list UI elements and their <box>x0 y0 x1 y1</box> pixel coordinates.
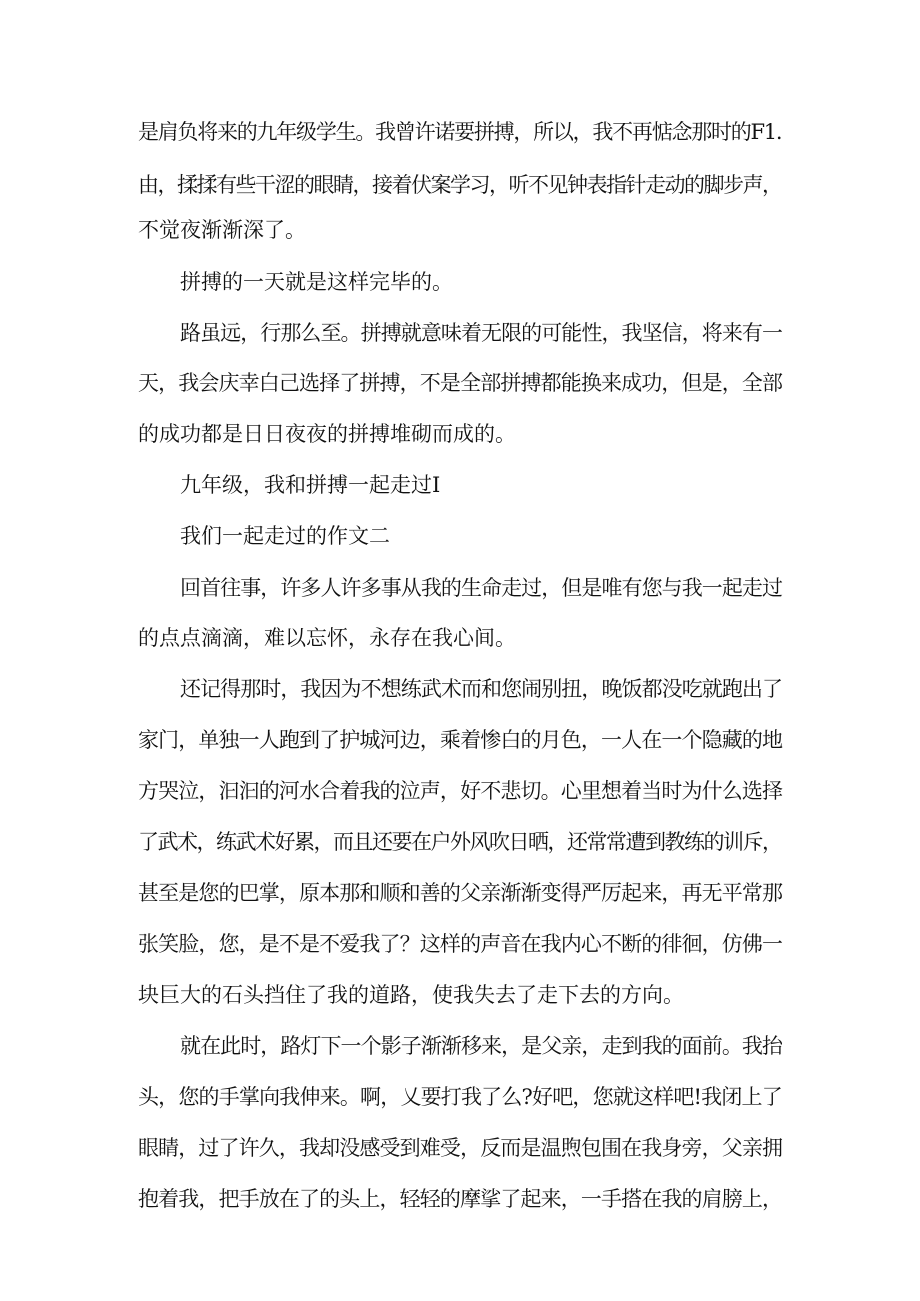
text-line: 天，我会庆幸白己选择了拼搏，不是全部拼搏都能换来成功，但是，全部 <box>138 371 783 395</box>
text-line: 家门，单独一人跑到了护城河边，乘着惨白的月色，一人在一个隐藏的地 <box>138 728 783 752</box>
text-line: 头，您的手掌向我伸来。啊，乂要打我了么?好吧，您就这样吧!我闭上了 <box>138 1085 782 1109</box>
text-line: 还记得那时，我因为不想练武术而和您闹别扭，晚饭都没吃就跑出了 <box>180 677 783 701</box>
text-line: 回首往事，许多人许多事从我的生命走过，但是唯有您与我一起走过 <box>180 576 783 600</box>
text-line: 的点点滴滴，难以忘怀，永存在我心间。 <box>138 626 516 650</box>
text-line: 不觉夜渐渐深了。 <box>138 218 306 242</box>
text-line: 眼睛，过了许久，我却没感受到难受，反而是温煦包围在我身旁，父亲拥 <box>138 1136 783 1160</box>
text-line: 是肩负将来的九年级学生。我曾许诺要拼搏，所以，我不再惦念那时的F1. <box>138 120 782 144</box>
text-line: 的成功都是日日夜夜的拼搏堆砌而成的。 <box>138 422 516 446</box>
text-line: 方哭泣，汩汩的河水合着我的泣声，好不悲切。心里想着当时为什么选择 <box>138 779 783 803</box>
text-line: 路虽远，行那么至。拼搏就意味着无限的可能性，我坚信，将来有一 <box>180 321 783 345</box>
text-line: 就在此时，路灯下一个影子渐渐移来，是父亲，走到我的面前。我抬 <box>180 1034 783 1058</box>
text-line: 了武术，练武术好累，而且还要在户外风吹日晒，还常常遭到教练的训斥， <box>138 830 782 854</box>
text-line: 抱着我，把手放在了的头上，轻轻的摩挲了起来，一手搭在我的肩膀上， <box>138 1187 783 1211</box>
text-line: 块巨大的石头挡住了我的道路，使我失去了走下去的方向。 <box>138 983 684 1007</box>
text-line: 由，揉揉有些干涩的眼睛，接着伏案学习，听不见钟表指针走动的脚步声， <box>138 173 782 197</box>
text-line: 九年级，我和拼搏一起走过I <box>180 473 441 497</box>
text-line: 我们一起走过的作文二 <box>180 524 390 548</box>
text-line: 甚至是您的巴掌，原本那和顺和善的父亲渐渐变得严厉起来，再无平常那 <box>138 881 783 905</box>
text-line: 拼搏的一天就是这样完毕的。 <box>180 270 453 294</box>
text-line: 张笑脸，您，是不是不爱我了？这样的声音在我内心不断的徘徊，仿佛一 <box>138 932 783 956</box>
